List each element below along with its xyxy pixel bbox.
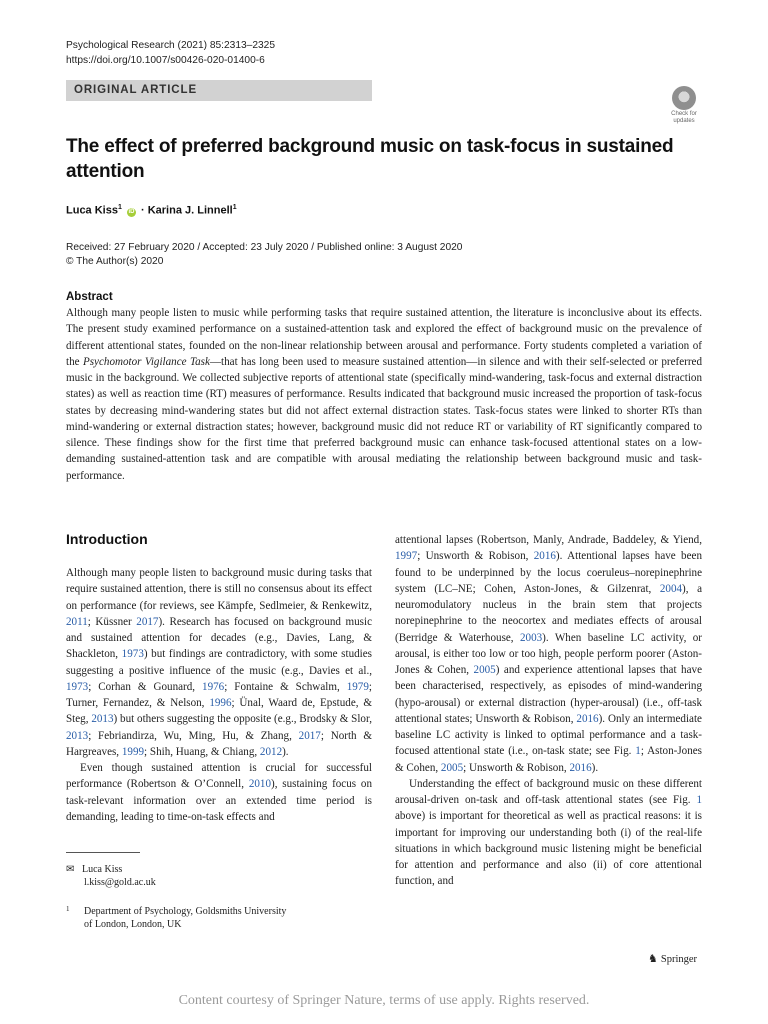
paragraph-text: ; Küssner (87, 615, 137, 628)
publisher-name: Springer (660, 954, 698, 965)
citation-link[interactable]: 2017 (298, 729, 321, 742)
paragraph-text: ). Attentional lapses have been found to be underpinned by the locus coeruleus–norepinephrine system (LC–NE; Cohen, Aston-Jones, & Gilzenrat, (395, 550, 702, 595)
paragraph-text: ; Corhan & Gounard, (88, 680, 203, 693)
paragraph-text: ). Only an intermediate baseline LC activity is linked to optimal performance and a task-focused attentional state (i.e., on-task state; see Fig. (395, 712, 702, 758)
paragraph (395, 776, 702, 890)
springer-horse-icon: ♞ (648, 953, 658, 965)
article-type-label: ORIGINAL ARTICLE (74, 84, 198, 96)
citation-link[interactable]: 1973 (66, 680, 89, 693)
citation-link[interactable]: 2011 (66, 615, 88, 628)
journal-meta (66, 38, 275, 68)
paragraph (395, 532, 702, 776)
corr-author-name: Luca Kiss (82, 864, 123, 875)
citation-link[interactable]: 2012 (259, 745, 283, 758)
author-separator: · (137, 204, 148, 217)
publisher-logo (648, 952, 697, 965)
citation-link[interactable]: 2013 (91, 713, 114, 726)
author-name[interactable]: Karina J. Linnell (147, 204, 233, 217)
citation-link[interactable]: 1 (635, 745, 641, 758)
paragraph (66, 565, 372, 760)
paragraph-text: ) but others suggesting the opposite (e.g., Brodsky & Slor, (113, 713, 372, 726)
paragraph-text: ) and experience attentional lapses that have been characterised, respectively, as episodes of mind-wandering (hypo-arousal) or external distraction (hyper-arousal) (i.e., off-task attentional states; Unsworth & Robison, (395, 664, 702, 725)
article-type-banner (66, 80, 372, 101)
paragraph-text: ). When baseline LC activity, or arousal, is either too low or too high, people perform poorer (Aston-Jones & Cohen, (395, 631, 702, 676)
paragraph-text: ). (591, 761, 599, 774)
citation-link[interactable]: 2005 (440, 761, 464, 774)
affiliation-marker: 1 (117, 204, 122, 211)
paragraph-text: ; Ünal, Waard de, Epstude, & Steg, (66, 697, 372, 726)
citation-link[interactable]: 2010 (248, 778, 271, 791)
citation-link[interactable]: 1999 (121, 745, 145, 758)
paragraph-text: ; Febriandirza, Wu, Ming, Hu, & Zhang, (88, 729, 299, 742)
citation-link[interactable]: 1996 (209, 697, 232, 709)
citation-link[interactable]: 1 (696, 794, 702, 806)
author-name[interactable]: Luca Kiss (66, 204, 118, 217)
affiliation (66, 903, 346, 931)
paragraph-text: ). (282, 745, 289, 758)
corr-author-email[interactable]: l.kiss@gold.ac.uk (84, 877, 156, 888)
citation-link[interactable]: 2013 (66, 729, 89, 742)
paragraph-text: ; Turner, Fernandez, & Nelson, (66, 680, 372, 709)
citation-link[interactable]: 2005 (473, 664, 496, 676)
left-column (66, 565, 372, 825)
paragraph-text: ; Unsworth & Robison, (417, 550, 534, 563)
paragraph-text: ; Unsworth & Robison, (463, 761, 570, 774)
courtesy-notice: Content courtesy of Springer Nature, terms of use apply. Rights reserved. (178, 993, 590, 1008)
check-for-updates-badge[interactable] (664, 86, 704, 122)
affiliation-marker: 1 (232, 204, 237, 211)
article-history (66, 241, 462, 269)
citation-link[interactable]: 1976 (202, 680, 225, 693)
journal-citation: Psychological Research (2021) 85:2313–2325 (66, 40, 275, 51)
paragraph-text: ), sustaining focus on task-relevant information over an extended time period is demanding, leading to time-on-task effects and (66, 778, 372, 823)
corresponding-author (66, 863, 156, 889)
doi-link[interactable]: https://doi.org/10.1007/s00426-020-01400-6 (66, 55, 265, 66)
affiliation-line: of London, London, UK (84, 919, 182, 930)
citation-link[interactable]: 2016 (533, 550, 556, 563)
check-for-updates-icon (672, 86, 696, 110)
badge-text-line2: updates (673, 118, 695, 124)
right-column (395, 532, 702, 890)
paragraph (66, 760, 372, 825)
paragraph-text: attentional lapses (Robertson, Manly, Andrade, Baddeley, & Yiend, (395, 534, 702, 546)
paragraph-text: ), a neuromodulatory nucleus in the brain stem that projects norepinephrine to the neocortex and mediates effects of arousal (Berridge & Waterhouse, (395, 582, 702, 644)
paragraph-text: ). Research has focused on background music and sustained attention for decades (e.g., Davies, Lang, & Shackleton, (66, 615, 372, 661)
paragraph-text: above) is important for theoretical as well as practical reasons: it is important for improving our understanding both (i) of the real-life situations in which background music listening might be beneficial for attention and performance and also (ii) of core attentional function, and (395, 810, 702, 888)
paragraph-text: ; Fontaine & Schwalm, (224, 680, 347, 693)
citation-link[interactable]: 2003 (519, 631, 543, 644)
citation-link[interactable]: 1973 (121, 648, 144, 661)
article-title: The effect of preferred background music on task-focus in sustained attention (66, 136, 674, 182)
abstract-heading: Abstract (66, 291, 113, 303)
envelope-icon: ✉ (66, 864, 75, 875)
copyright-line: © The Author(s) 2020 (66, 256, 164, 267)
paragraph-text: ; North & Hargreaves, (66, 729, 372, 758)
footnote-divider (66, 852, 140, 853)
paragraph-text: ; Shih, Huang, & Chiang, (144, 745, 260, 758)
affiliation-number: 1 (66, 905, 70, 913)
paragraph-text: ) but findings are contradictory, with some studies suggesting a positive influence of the music (e.g., Davies et al., (66, 648, 372, 677)
paragraph-text: ; Aston-Jones & Cohen, (395, 745, 702, 774)
abstract-text (66, 305, 702, 484)
abstract-text-part: Although many people listen to music while performing tasks that require sustained attention, the literature is inconclusive about its effects. The present study examined performance on a sustained-attention task and explored the effect of background music on the prevalence of different attentional states, founded on the non-linear relationship between arousal and performance. Forty students completed a variation of the (66, 307, 702, 368)
paragraph-text: Even though sustained attention is crucial for successful performance (Robertson & O’Connell, (66, 762, 372, 791)
abstract-text-part: —that has long been used to measure sustained attention—in silence and with their self-selected or preferred music in the background. We collected subjective reports of attentional state (specifically mind-wandering, task-focus and external distraction states) as well as reaction time (RT) measures of performance. Results indicated that background music increased the proportion of task-focus states by decreasing mind-wandering states but did not affect external distraction states. Task-focus states were linked to shorter RTs than mind-wandering or external distraction states; however, background music did not reduce RT or variability of RT significantly compared to silence. These findings show for the first time that preferred background music can enhance task-focused attentional states on a low-demanding sustained-attention task and are compatible with arousal mediating the relationship between background music and task-performance. (66, 355, 702, 482)
citation-link[interactable]: 1979 (346, 680, 369, 693)
author-list (66, 204, 237, 217)
history-dates: Received: 27 February 2020 / Accepted: 23 July 2020 / Published online: 3 August 2020 (66, 242, 463, 253)
citation-link[interactable]: 2016 (576, 712, 599, 725)
citation-link[interactable]: 2017 (136, 615, 159, 628)
abstract-task-name: Psychomotor Vigilance Task (82, 355, 210, 368)
section-heading-introduction: Introduction (66, 531, 148, 547)
orcid-icon[interactable]: iD (128, 208, 135, 215)
citation-link[interactable]: 1997 (395, 550, 418, 563)
badge-text-line1: Check for (671, 111, 697, 117)
affiliation-line: Department of Psychology, Goldsmiths University (84, 906, 287, 917)
citation-link[interactable]: 2004 (659, 582, 683, 595)
paragraph-text: Although many people listen to background music during tasks that require sustained attention, there is still no consensus about its effect on performance (for reviews, see Kämpfe, Sedlmeier, & Renkewitz, (66, 567, 372, 612)
paragraph-text: Understanding the effect of background music on these different arousal-driven on-task and off-task attentional states (see Fig. (395, 777, 702, 806)
citation-link[interactable]: 2016 (569, 761, 592, 774)
